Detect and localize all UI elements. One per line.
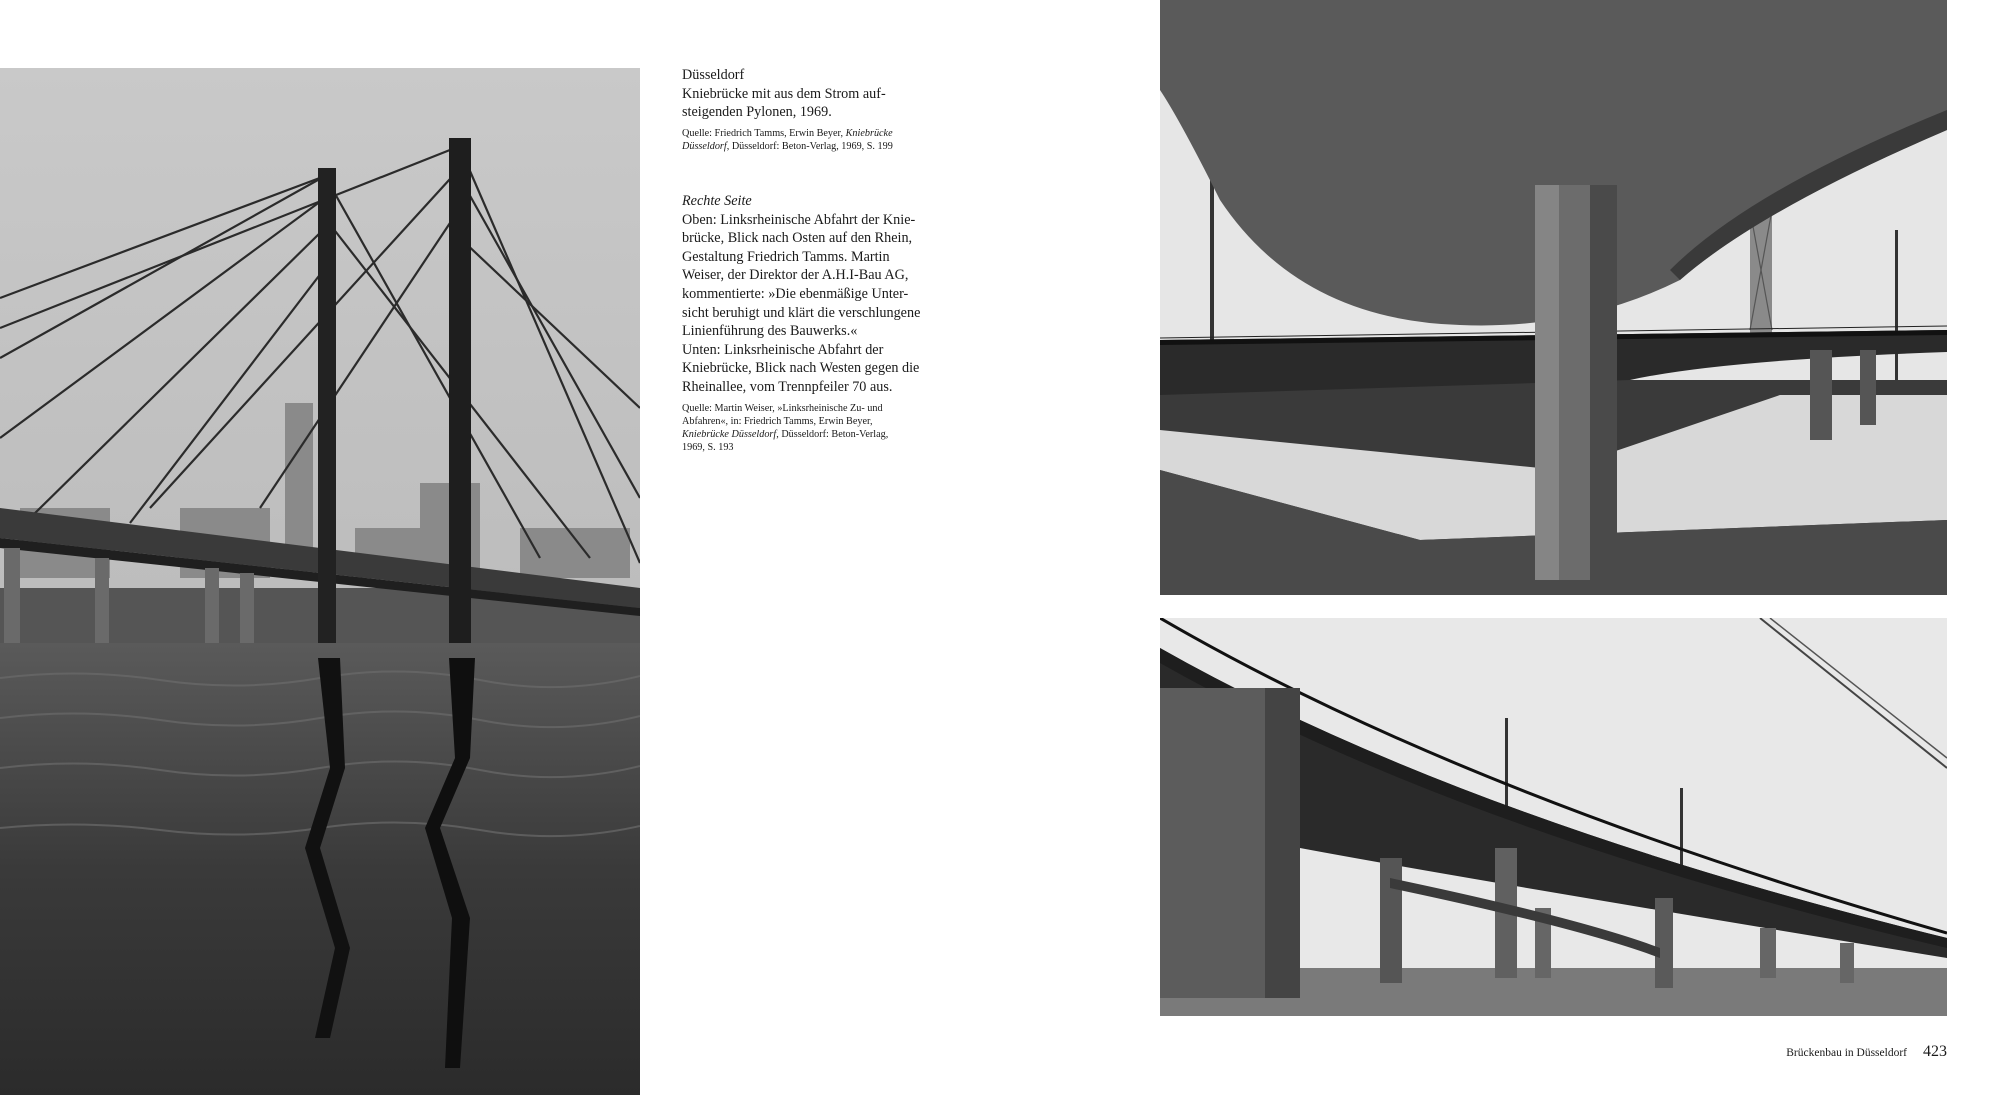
caption-heading: Rechte Seite [682, 193, 752, 209]
caption-line: Linienführung des Bauwerks.« [682, 323, 858, 340]
source-title: Kniebrücke [845, 127, 893, 139]
running-title: Brückenbau in Düsseldorf [1786, 1047, 1907, 1059]
caption-line: Oben: Linksrheinische Abfahrt der Knie- [682, 211, 916, 228]
caption-left-photo [682, 66, 932, 153]
caption-line: kommentierte: »Die ebenmäßige Unter- [682, 285, 909, 302]
caption-city: Düsseldorf [682, 67, 745, 83]
caption-line: Weiser, der Direktor der A.H.I-Bau AG, [682, 267, 909, 284]
caption-source [682, 402, 932, 455]
caption-line: Gestaltung Friedrich Tamms. Martin [682, 248, 890, 265]
photo-kniebruecke-pylons [0, 68, 640, 1095]
caption-line: sicht beruhigt und klärt die verschlungene [682, 304, 921, 321]
source-title: Düsseldorf [682, 140, 727, 152]
source-text: 1969, S. 193 [682, 442, 734, 454]
caption-source [682, 127, 932, 153]
caption-line: Kniebrücke mit aus dem Strom auf- [682, 85, 886, 102]
source-text: Quelle: Martin Weiser, »Linksrheinische Zu- und [682, 402, 883, 414]
source-title: Kniebrücke Düsseldorf [682, 428, 777, 440]
source-text: , Düsseldorf: Beton-Verlag, 1969, S. 199 [726, 140, 893, 152]
page-footer [1700, 1043, 1947, 1061]
caption-line: Unten: Linksrheinische Abfahrt der [682, 341, 884, 358]
photo-ramp-west-rheinallee [1160, 618, 1947, 1016]
caption-line: brücke, Blick nach Osten auf den Rhein, [682, 230, 913, 247]
source-text: Quelle: Friedrich Tamms, Erwin Beyer, [682, 127, 846, 139]
caption-line: Rheinallee, vom Trennpfeiler 70 aus. [682, 378, 893, 395]
page-number: 423 [1923, 1043, 1947, 1060]
photo-ramp-underside-east [1160, 0, 1947, 595]
caption-line: Kniebrücke, Blick nach Westen gegen die [682, 360, 920, 377]
source-text: , Düsseldorf: Beton-Verlag, [776, 428, 889, 440]
source-text: Abfahren«, in: Friedrich Tamms, Erwin Beyer, [682, 415, 873, 427]
caption-right-page [682, 192, 932, 454]
caption-line: steigenden Pylonen, 1969. [682, 104, 832, 121]
